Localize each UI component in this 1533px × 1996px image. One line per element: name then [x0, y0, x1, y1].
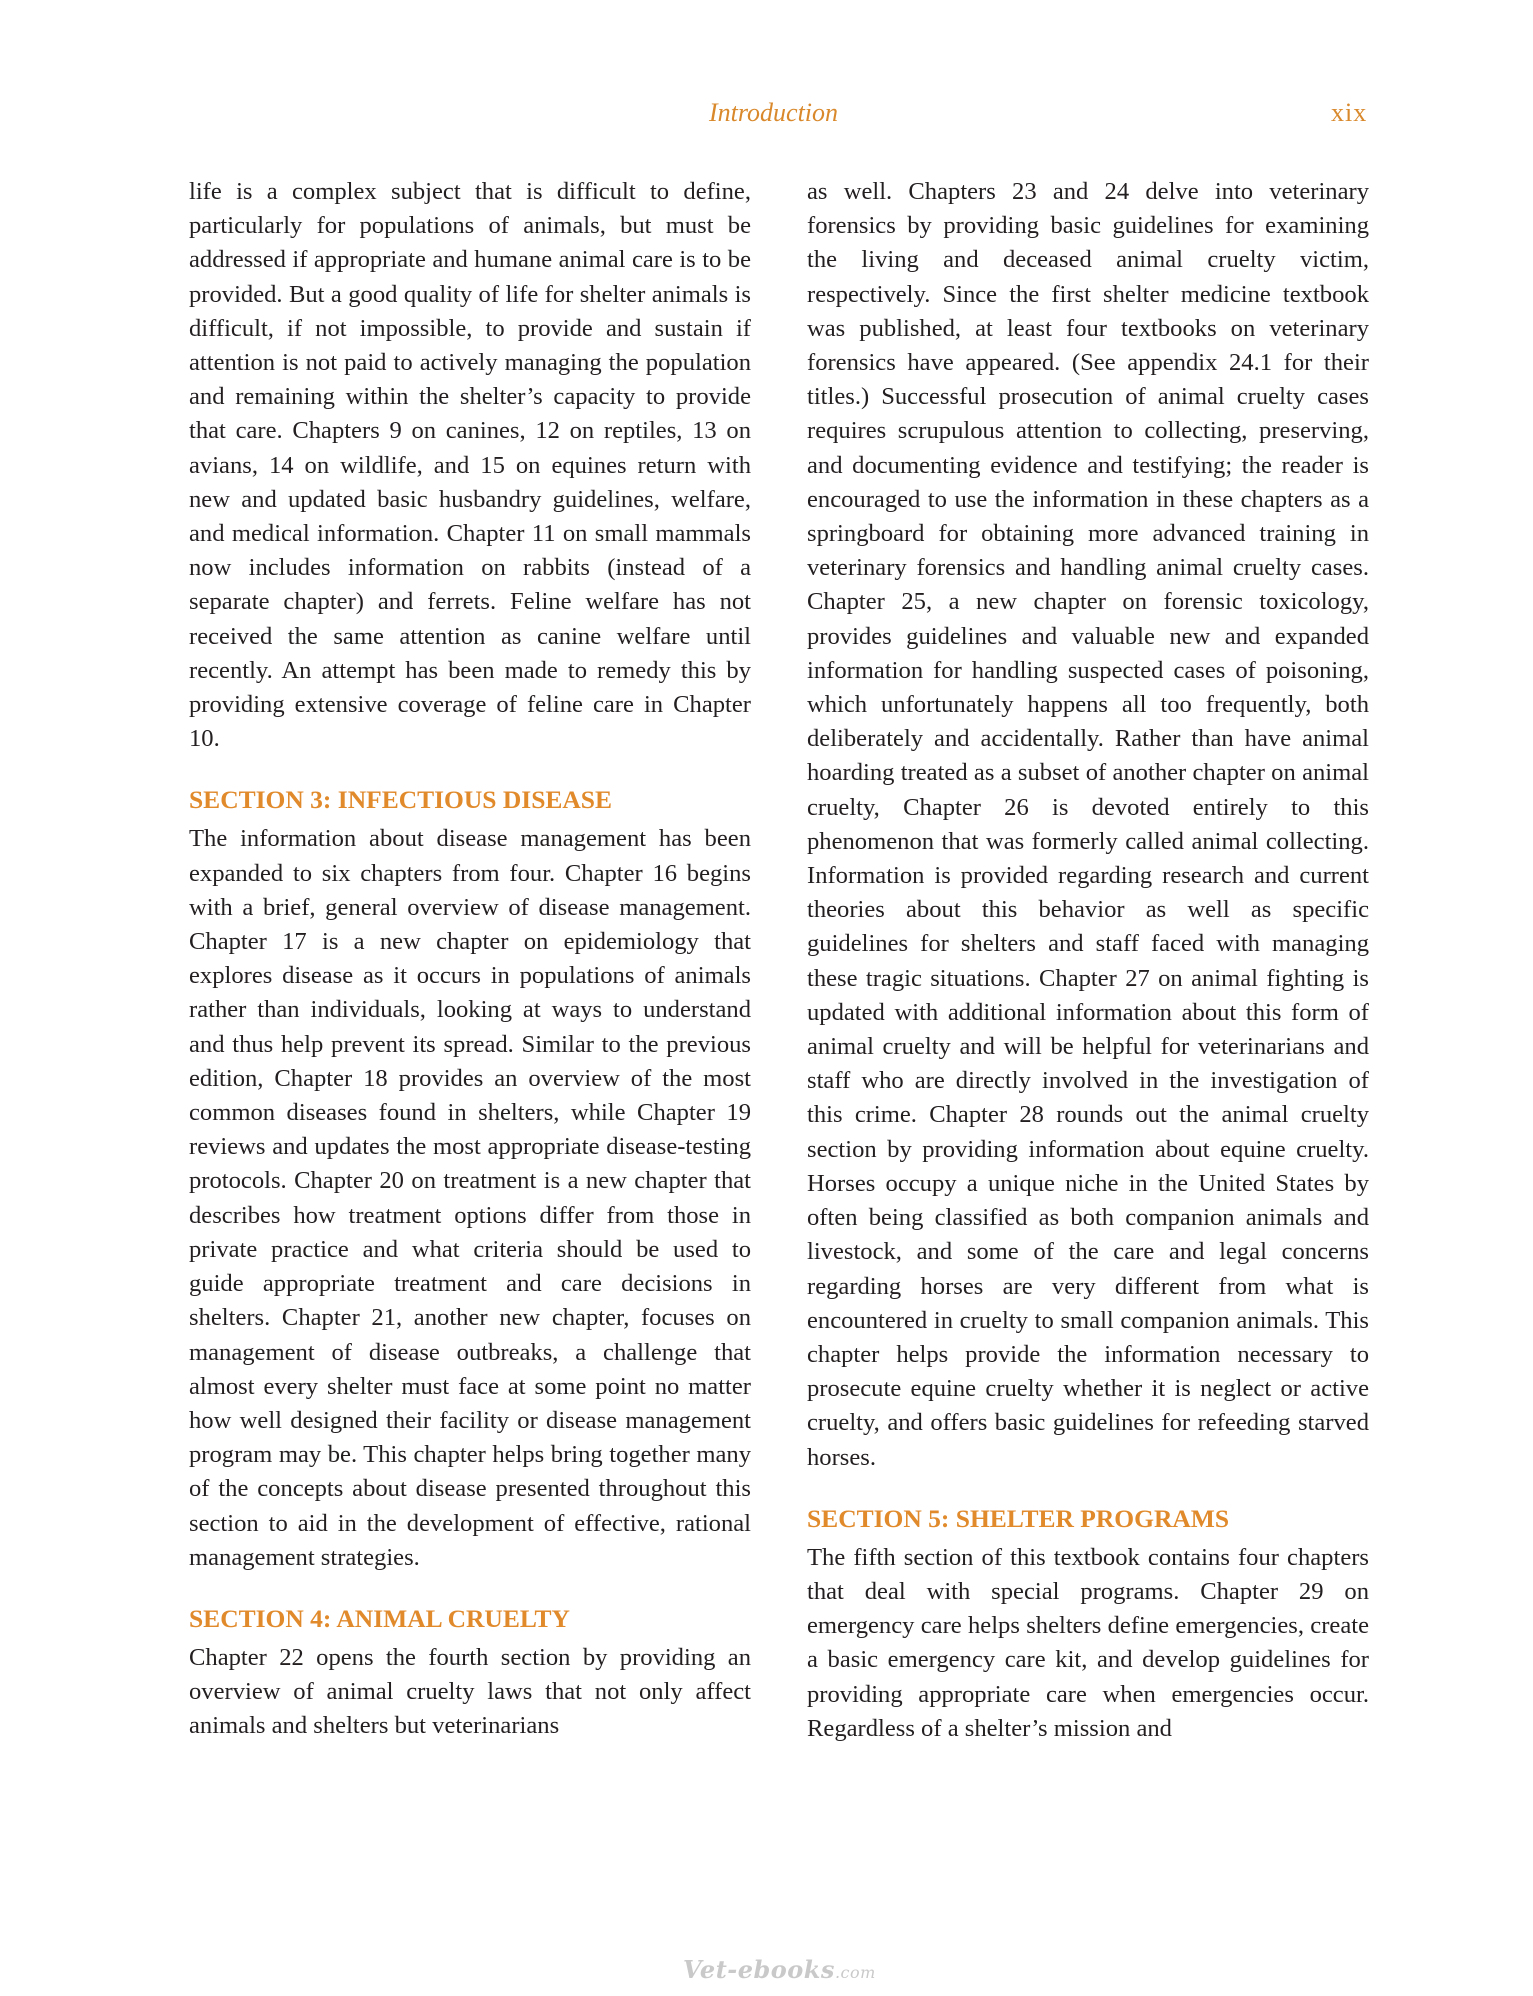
paragraph-infectious-disease: The information about disease management has been expanded to six chapters from four. Chapter 16 begins with a brief, general overview of disease management. Chapter 17 is a new chapter on epidemiology that explores disease as it occurs in populations of animals rather than individuals, looking at ways to understand and thus help prevent its spread. Similar to the previous edition, Chapter 18 provides an overview of the most common diseases found in shelters, while Chapter 19 reviews and updates the most appropriate disease-testing protocols. Chapter 20 on treatment is a new chapter that describes how treatment options differ from those in private practice and what criteria should be used to guide appropriate treatment and care decisions in shelters. Chapter 21, another new chapter, focuses on management of disease outbreaks, a challenge that almost every shelter must face at some point no matter how well designed their facility or disease management program may be. This chapter helps bring together many of the concepts about disease presented throughout this section to aid in the development of effective, rational management strategies. — [189, 825, 751, 1571]
watermark-suffix: .com — [834, 1963, 876, 1982]
running-title: Introduction — [709, 98, 839, 127]
paragraph-quality-of-life: life is a complex subject that is difficult to define, particularly for populations of animals, but must be addressed if appropriate and humane animal care is to be provided. But a good quality of life for shelter animals is difficult, if not impossible, to provide and sustain if attention is not paid to actively managing the population and remaining within the shelter’s capacity to provide that care. Chapters 9 on canines, 12 on reptiles, 13 on avians, 14 on wildlife, and 15 on equines return with new and updated basic husbandry guidelines, welfare, and medical information. Chapter 11 on small mammals now includes information on rabbits (instead of a separate chapter) and ferrets. Feline welfare has not received the same attention as canine welfare until recently. An attempt has been made to remedy this by providing extensive coverage of feline care in Chapter 10. — [189, 178, 751, 753]
section-5-heading: SECTION 5: SHELTER PROGRAMS — [807, 1503, 1230, 1533]
watermark-main: Vet-ebooks — [683, 1955, 835, 1984]
page-number: xix — [1331, 98, 1368, 127]
paragraph-shelter-programs: The fifth section of this textbook contains four chapters that deal with special programs. Chapter 29 on emergency care helps shelters define emergencies, create a basic emergency care kit, and develop guidelines for providing appropriate care when emergencies occur. Regardless of a shelter’s mission and — [807, 1543, 1369, 1742]
running-head — [0, 98, 1533, 138]
right-column — [807, 175, 1369, 1746]
watermark-logo — [683, 1955, 876, 1984]
section-3-heading: SECTION 3: INFECTIOUS DISEASE — [189, 785, 612, 815]
paragraph-forensics: as well. Chapters 23 and 24 delve into veterinary forensics by providing basic guidelines for examining the living and deceased animal cruelty victim, respectively. Since the first shelter medicine textbook was published, at least four textbooks on veterinary forensics have appeared. (See appendix 24.1 for their titles.) Successful prosecution of animal cruelty cases requires scrupulous attention to collecting, preserving, and documenting evidence and testifying; the reader is encouraged to use the information in these chapters as a springboard for obtaining more advanced training in veterinary forensics and handling animal cruelty cases. Chapter 25, a new chapter on forensic toxicology, provides guidelines and valuable new and expanded information for handling suspected cases of poisoning, which unfortunately happens all too frequently, both deliberately and accidentally. Rather than have animal hoarding treated as a subset of another chapter on animal cruelty, Chapter 26 is devoted entirely to this phenomenon that was formerly called animal collecting. Information is provided regarding research and current theories about this behavior as well as specific guidelines for shelters and staff faced with managing these tragic situations. Chapter 27 on animal fighting is updated with additional information about this form of animal cruelty and will be helpful for veterinarians and staff who are directly involved in the investigation of this crime. Chapter 28 rounds out the animal cruelty section by providing information about equine cruelty. Horses occupy a unique niche in the United States by often being classified as both companion animals and livestock, and some of the care and legal concerns regarding horses are very different from what is encountered in cruelty to small companion animals. This chapter helps provide the information necessary to prosecute equine cruelty whether it is neglect or active cruelty, and offers basic guidelines for refeeding starved horses. — [807, 178, 1369, 1471]
section-4-heading: SECTION 4: ANIMAL CRUELTY — [189, 1603, 570, 1633]
left-column — [189, 175, 751, 1744]
paragraph-animal-cruelty-intro: Chapter 22 opens the fourth section by providing an overview of animal cruelty laws that not only affect animals and shelters but veterinarians — [189, 1643, 751, 1740]
